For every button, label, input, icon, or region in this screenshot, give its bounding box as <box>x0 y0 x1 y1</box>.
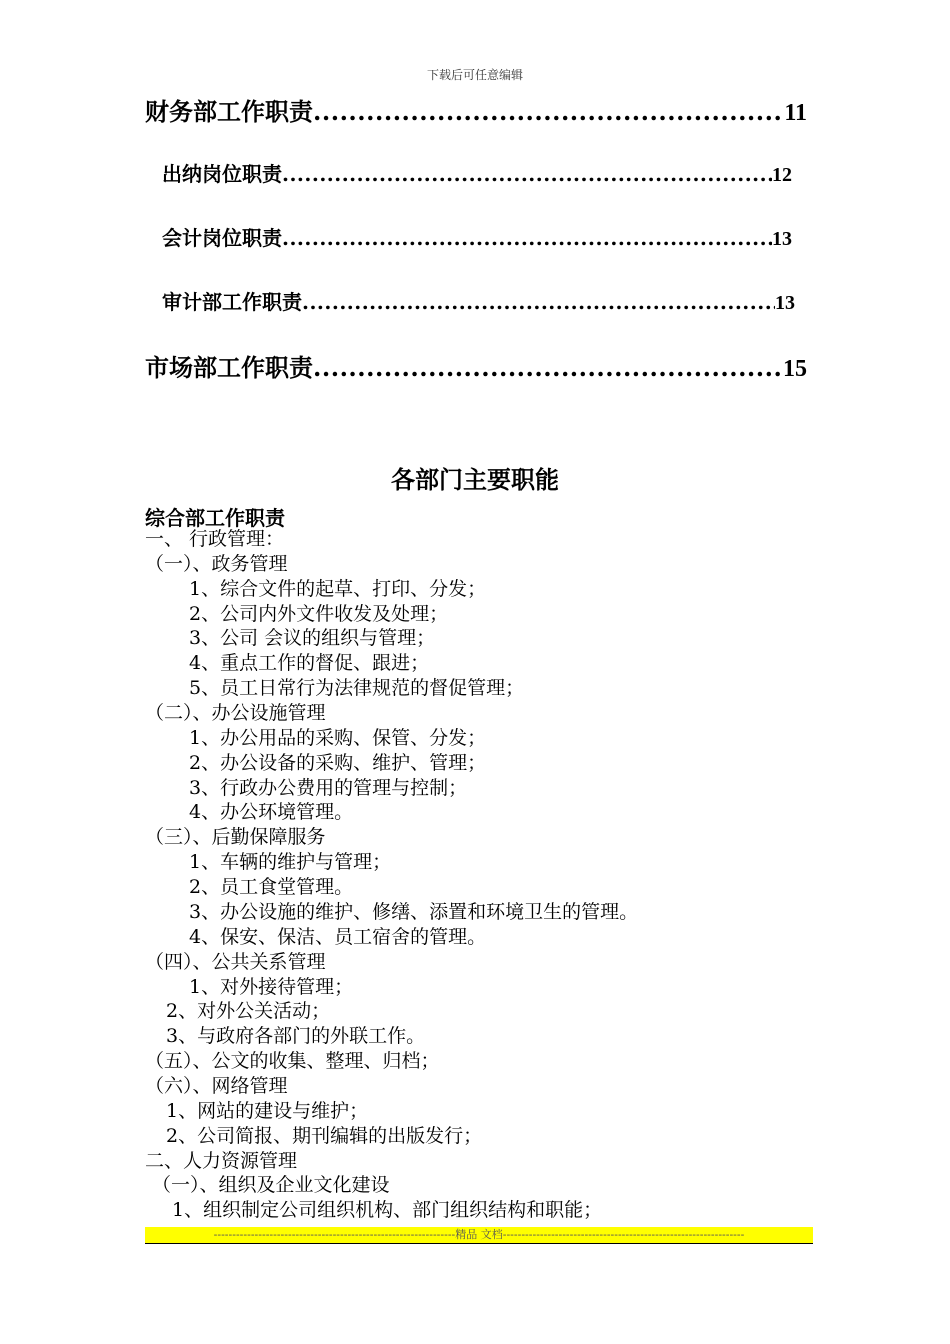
body-line: 3、行政办公费用的管理与控制； <box>189 777 468 799</box>
body-line: 4、保安、保洁、员工宿舍的管理。 <box>189 926 487 948</box>
body-line: 1、办公用品的采购、保管、分发； <box>189 727 487 749</box>
toc-entry-finance[interactable] <box>145 92 807 127</box>
toc-entry-audit[interactable] <box>162 286 795 315</box>
body-line: 1、车辆的维护与管理； <box>189 851 392 873</box>
body-line: 1、综合文件的起草、打印、分发； <box>189 578 487 600</box>
body-line: 1、组织制定公司组织机构、部门组织结构和职能； <box>172 1199 603 1221</box>
body-line: （三）、后勤保障服务 <box>145 826 326 848</box>
body-line: （六）、网络管理 <box>145 1075 288 1097</box>
toc-entry-page: 13 <box>772 228 792 250</box>
toc-leader-dots <box>313 97 784 126</box>
section-title: 综合部工作职责 <box>145 506 285 530</box>
toc-leader-dots <box>313 353 783 382</box>
body-line: （一）、政务管理 <box>145 553 288 575</box>
toc-entry-page: 11 <box>784 100 807 126</box>
body-line: 2、对外公关活动； <box>166 1000 331 1022</box>
body-line: （五）、公文的收集、整理、归档； <box>145 1050 440 1072</box>
body-line: 2、公司简报、期刊编辑的出版发行； <box>166 1125 483 1147</box>
footer-bar: -----------------------------------------------------------------精品 文档----------------------------------------------------------------- <box>145 1227 813 1244</box>
toc-entry-title: 审计部工作职责 <box>162 290 302 314</box>
toc-entry-title: 出纳岗位职责 <box>162 162 282 186</box>
toc-entry-accounting[interactable] <box>162 222 792 251</box>
body-line: 一、 行政管理： <box>145 528 285 550</box>
body-line: 3、公司 会议的组织与管理； <box>189 627 436 649</box>
toc-entry-marketing[interactable] <box>145 348 807 383</box>
toc-entry-page: 12 <box>772 164 792 186</box>
toc-entry-title: 市场部工作职责 <box>145 353 313 382</box>
body-line: 3、办公设施的维护、修缮、添置和环境卫生的管理。 <box>189 901 639 923</box>
toc-entry-title: 会计岗位职责 <box>162 226 282 250</box>
body-line: 1、对外接待管理； <box>189 976 354 998</box>
body-line: 1、网站的建设与维护； <box>166 1100 369 1122</box>
toc-entry-page: 15 <box>783 356 807 382</box>
body-line: 二、人力资源管理 <box>145 1150 298 1172</box>
toc-leader-dots <box>282 162 772 186</box>
body-line: （二）、办公设施管理 <box>145 702 326 724</box>
toc-leader-dots <box>282 226 772 250</box>
body-line: 5、员工日常行为法律规范的督促管理； <box>189 677 525 699</box>
body-line: 4、办公环境管理。 <box>189 801 354 823</box>
main-title: 各部门主要职能 <box>391 465 559 494</box>
toc-entry-cashier[interactable] <box>162 158 792 187</box>
body-line: 2、办公设备的采购、维护、管理； <box>189 752 487 774</box>
header-note: 下载后可任意编辑 <box>426 68 523 82</box>
body-line: 2、公司内外文件收发及处理； <box>189 603 449 625</box>
body-line: 3、与政府各部门的外联工作。 <box>166 1025 426 1047</box>
toc-entry-title: 财务部工作职责 <box>145 97 313 126</box>
body-line: 2、员工食堂管理。 <box>189 876 354 898</box>
body-line: 4、重点工作的督促、跟进； <box>189 652 430 674</box>
toc-entry-page: 13 <box>775 292 795 314</box>
body-line: （一）、组织及企业文化建设 <box>152 1174 390 1196</box>
toc-leader-dots <box>302 290 775 314</box>
body-line: （四）、公共关系管理 <box>145 951 326 973</box>
